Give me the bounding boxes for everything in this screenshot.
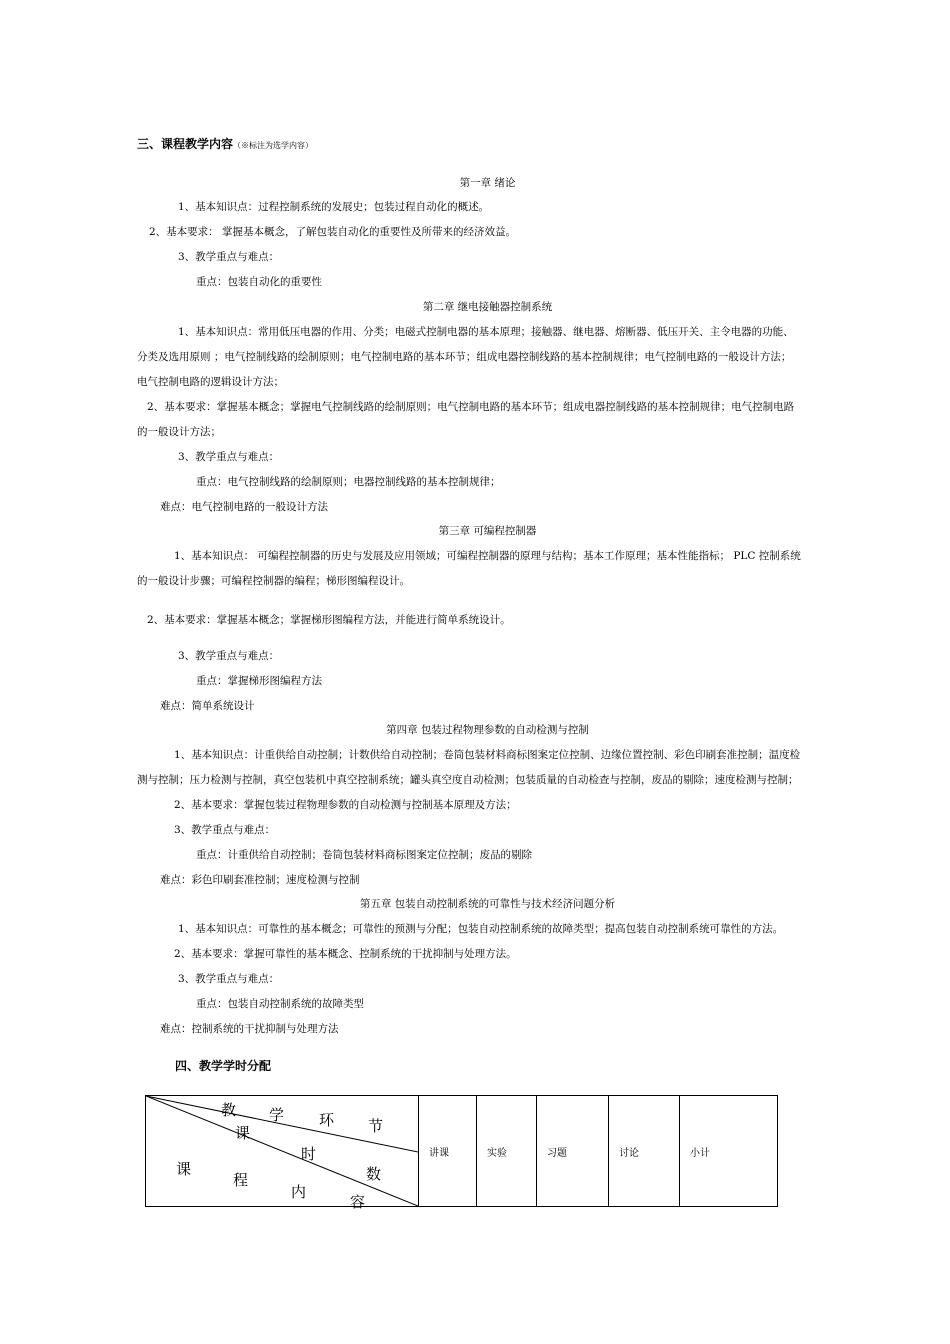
chapter-1-requirement: 2、基本要求： 掌握基本概念，了解包装自动化的重要性及所带来的经济效益。	[149, 226, 517, 238]
chapter-3-knowledge-line: 的一般设计步骤；可编程控制器的编程；梯形图编程设计。	[137, 575, 410, 587]
chapter-3-difficulty: 难点：简单系统设计	[160, 700, 255, 712]
chapter-5-keys-label: 3、教学重点与难点：	[178, 973, 280, 985]
chapter-3-requirement: 2、基本要求：掌握基本概念；掌握梯形图编程方法，并能进行简单系统设计。	[147, 614, 511, 626]
header-discussion: 讨论	[609, 1096, 680, 1207]
table-header-row	[146, 1096, 778, 1207]
chapter-5-knowledge: 1、基本知识点：可靠性的基本概念；可靠性的预测与分配；包装自动控制系统的故障类型；提高包装自动控制系统可靠性的方法。	[178, 923, 784, 935]
hours-allocation-table	[145, 1095, 778, 1211]
chapter-4-knowledge-line: 1、基本知识点：计重供给自动控制；计数供给自动控制；卷筒包装材料商标图案定位控制、边缘位置控制、彩色印刷套准控制；温度检	[174, 749, 801, 761]
header-experiment: 实验	[477, 1096, 537, 1207]
corner-char: 环	[319, 1111, 335, 1129]
diagonal-header-cell	[146, 1096, 419, 1211]
chapter-1-key: 重点：包装自动化的重要性	[196, 276, 322, 288]
chapter-4-requirement: 2、基本要求：掌握包装过程物理参数的自动检测与控制基本原理及方法；	[174, 799, 517, 811]
section-3-heading	[137, 137, 313, 153]
header-lecture: 讲课	[419, 1096, 477, 1207]
chapter-3-keys-label: 3、教学重点与难点：	[178, 650, 280, 662]
corner-char: 容	[350, 1193, 366, 1211]
section-3-title: 三、课程教学内容	[137, 137, 234, 151]
corner-char: 程	[233, 1171, 249, 1189]
chapter-5-requirement: 2、基本要求：掌握可靠性的基本概念、控制系统的干扰抑制与处理方法。	[174, 948, 517, 960]
chapter-1-title: 第一章 绪论	[459, 177, 516, 189]
corner-char: 时	[301, 1145, 317, 1163]
chapter-2-key: 重点：电气控制线路的绘制原则；电器控制线路的基本控制规律；	[196, 476, 501, 488]
chapter-4-key: 重点：计重供给自动控制；卷筒包装材料商标图案定位控制；废品的剔除	[196, 849, 532, 861]
section-4-title: 四、教学学时分配	[175, 1059, 272, 1073]
chapter-1-keys-label: 3、教学重点与难点：	[178, 251, 280, 263]
chapter-2-title: 第二章 继电接触器控制系统	[422, 301, 553, 313]
chapter-2-difficulty: 难点：电气控制电路的一般设计方法	[160, 501, 328, 513]
corner-char: 数	[366, 1165, 382, 1183]
chapter-3-key: 重点：掌握梯形图编程方法	[196, 675, 322, 687]
chapter-3-title: 第三章 可编程控制器	[438, 525, 537, 537]
chapter-1-knowledge: 1、基本知识点：过程控制系统的发展史；包装过程自动化的概述。	[178, 201, 490, 213]
chapter-4-title: 第四章 包装过程物理参数的自动检测与控制	[386, 724, 589, 736]
chapter-2-keys-label: 3、教学重点与难点：	[178, 451, 280, 463]
section-3-note: （※标注为选学内容）	[233, 141, 314, 150]
chapter-2-requirement-line: 2、基本要求：掌握基本概念；掌握电气控制线路的绘制原则；电气控制电路的基本环节；组成电器控制线路的基本控制规律；电气控制电路	[147, 401, 795, 413]
chapter-4-difficulty: 难点：彩色印刷套准控制；速度检测与控制	[160, 874, 360, 886]
chapter-2-knowledge-line: 1、基本知识点：常用低压电器的作用、分类；电磁式控制电器的基本原理；接触器、继电器、熔断器、低压开关、主令电器的功能、	[178, 326, 794, 338]
corner-char: 节	[368, 1117, 384, 1135]
chapter-5-key: 重点：包装自动控制系统的故障类型	[196, 998, 364, 1010]
corner-char: 教	[221, 1101, 237, 1119]
chapter-4-keys-label: 3、教学重点与难点：	[174, 824, 276, 836]
corner-char: 学	[269, 1106, 285, 1124]
chapter-2-knowledge-line: 分类及选用原则 ；电气控制线路的绘制原则；电气控制电路的基本环节；组成电器控制线路的基本控制规律；电气控制电路的一般设计方法；	[137, 351, 792, 363]
header-exercise: 习题	[537, 1096, 609, 1207]
chapter-5-difficulty: 难点：控制系统的干扰抑制与处理方法	[160, 1023, 339, 1035]
corner-char: 课	[176, 1160, 192, 1178]
chapter-2-knowledge-line: 电气控制电路的逻辑设计方法；	[137, 376, 284, 388]
header-subtotal: 小计	[680, 1096, 778, 1207]
corner-char: 内	[291, 1183, 307, 1201]
corner-char: 课	[235, 1124, 251, 1142]
chapter-2-requirement-line: 的一般设计方法；	[137, 426, 221, 438]
chapter-3-knowledge-line: 1、基本知识点： 可编程控制器的历史与发展及应用领域；可编程控制器的原理与结构；基本工作原理；基本性能指标； PLC 控制系统	[174, 550, 801, 562]
chapter-5-title: 第五章 包装自动控制系统的可靠性与技术经济问题分析	[359, 898, 616, 910]
chapter-4-knowledge-line: 测与控制；压力检测与控制，真空包装机中真空控制系统；罐头真空度自动检测；包装质量的自动检查与控制，废品的剔除；速度检测与控制；	[137, 774, 799, 786]
